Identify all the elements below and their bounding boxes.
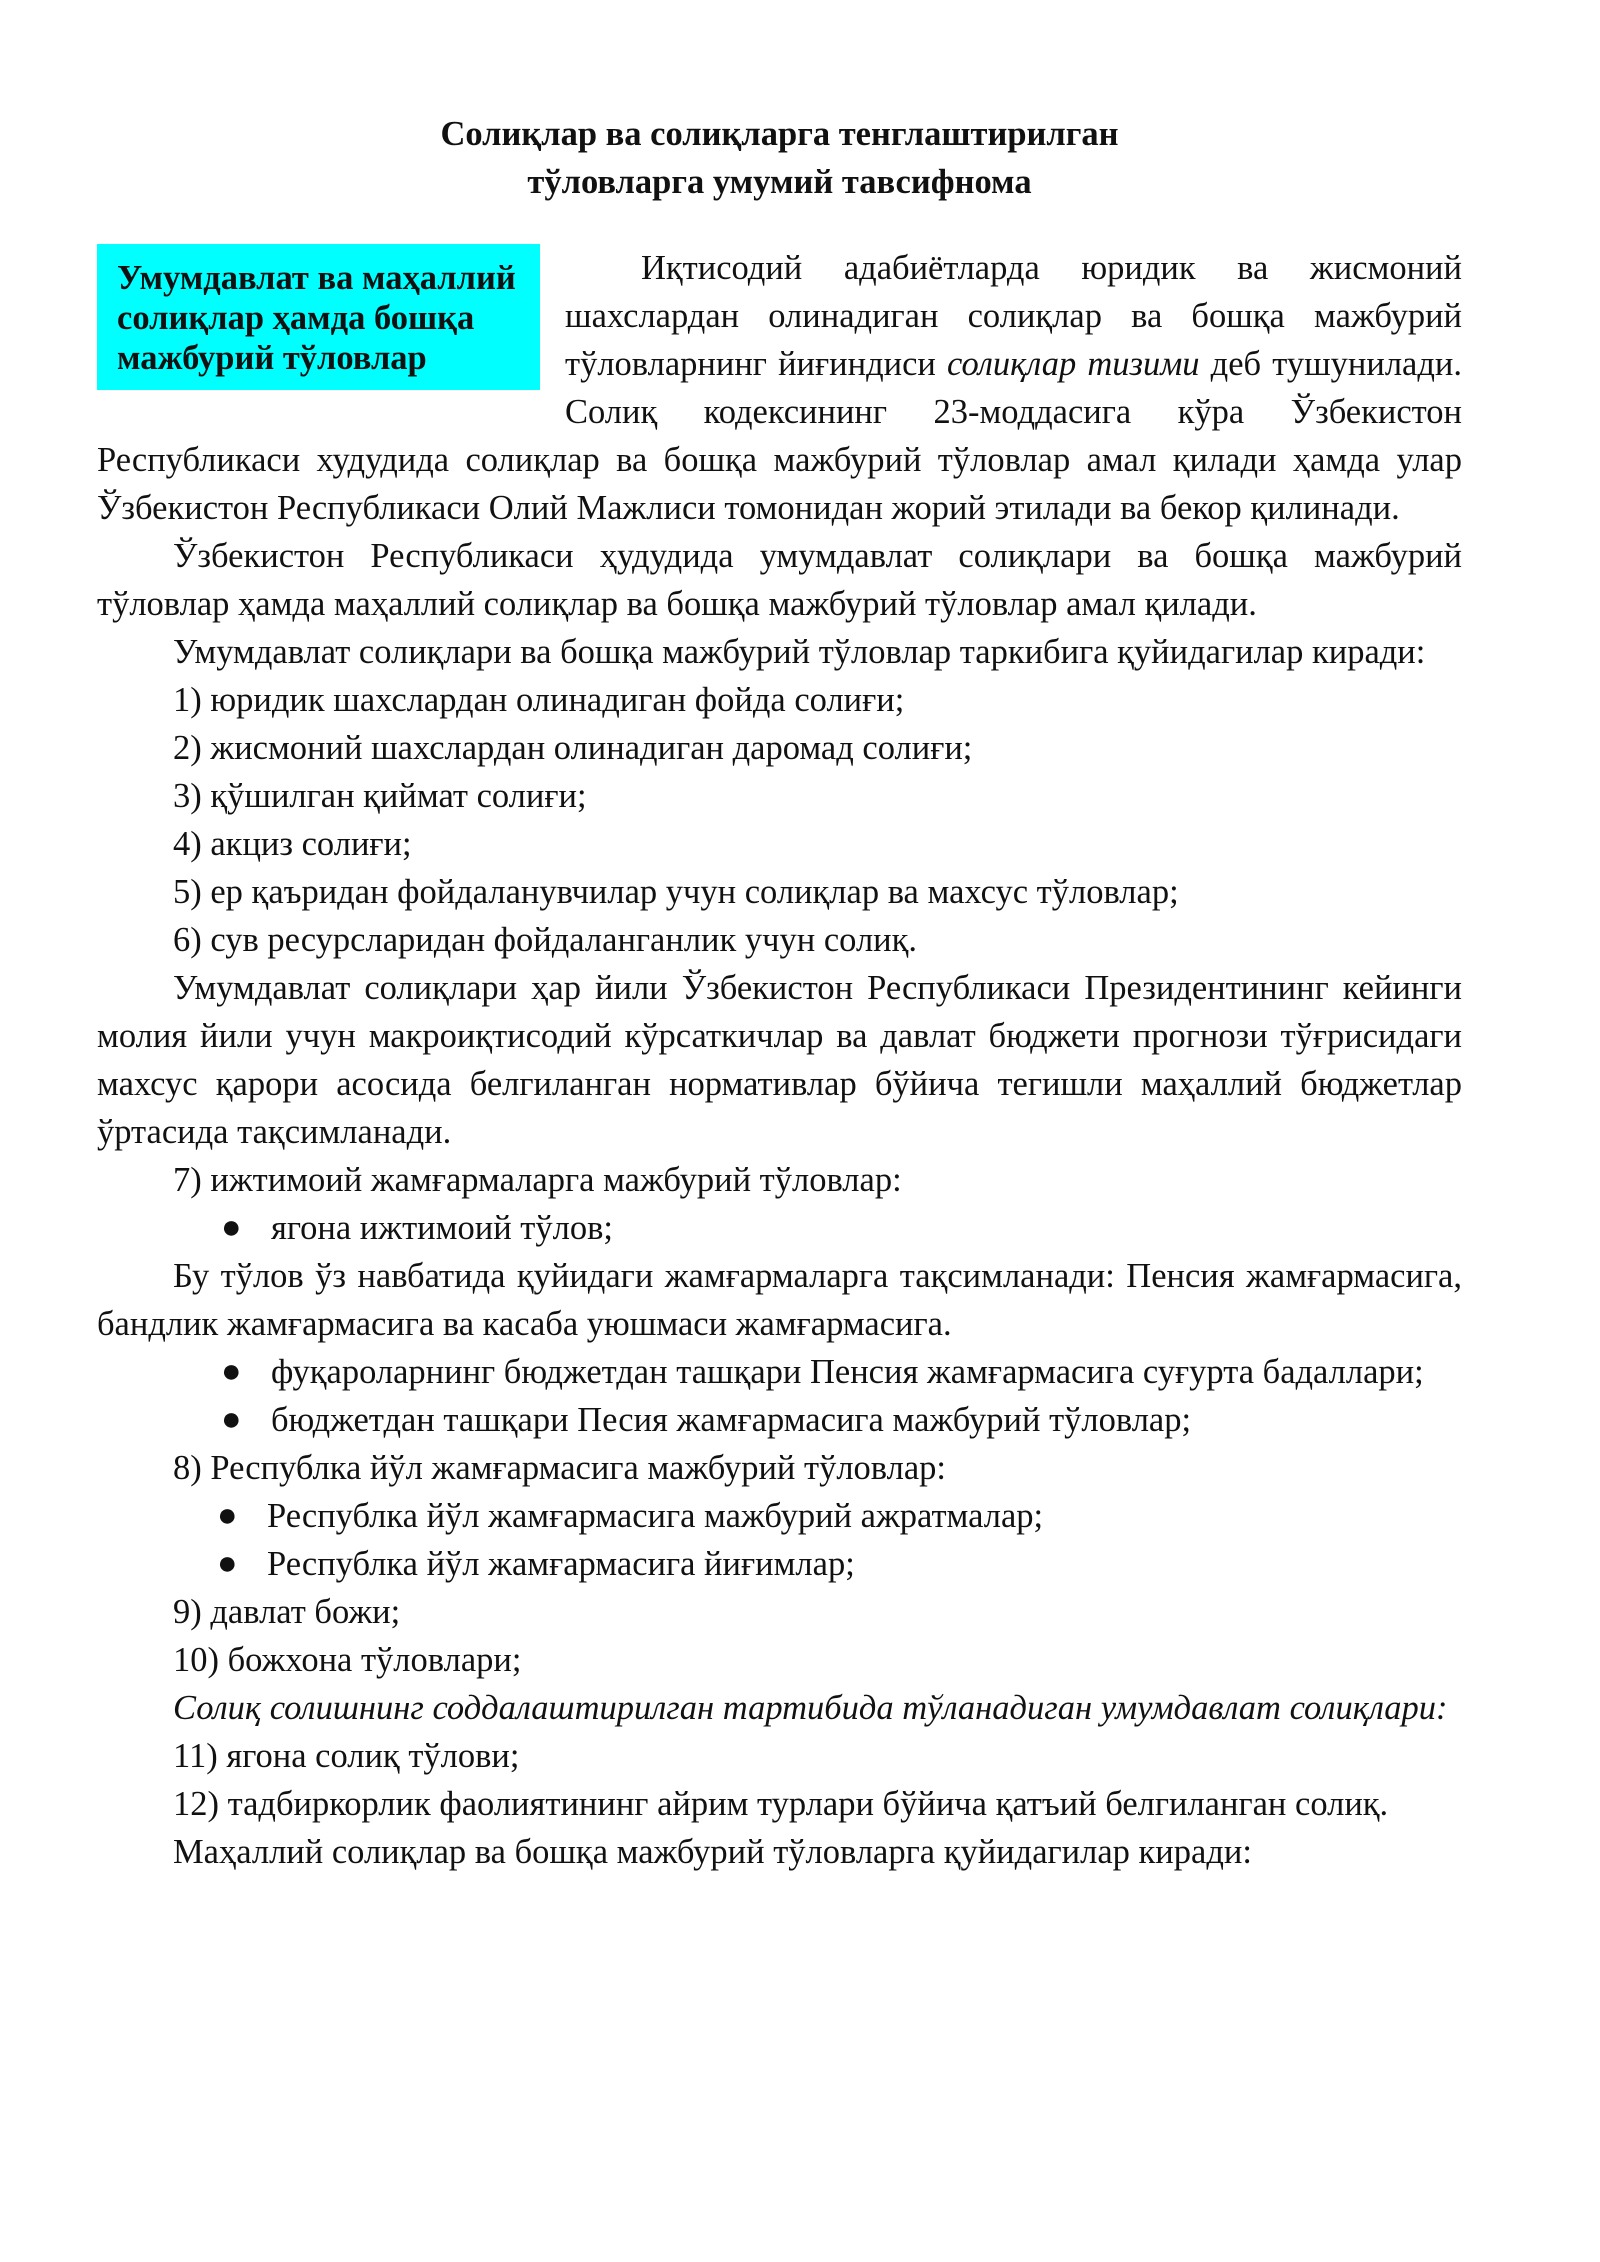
bullet-icon: ● [217,1545,238,1582]
bullet-icon: ● [221,1401,242,1438]
bullet-text: фуқароларнинг бюджетдан ташқари Пенсия жамғармасига суғурта бадаллари; [271,1353,1424,1391]
bullet-item [221,1348,1462,1396]
bullet-text: Республка йўл жамғармасига мажбурий ажратмалар; [267,1497,1044,1535]
list-item-10: 10) божхона тўловлари; [173,1641,522,1679]
italic-subheading: Солиқ солишнинг соддалаштирилган тартибида тўланадиган умумдавлат солиқлари: [173,1689,1448,1727]
intro-term: солиқлар тизими [947,345,1200,383]
list-item-9: 9) давлат божи; [173,1593,401,1631]
bullet-icon: ● [221,1209,242,1246]
paragraph-5: Бу тўлов ўз навбатида қуйидаги жамғармаларга тақсимланади: Пенсия жамғармасига, бандлик жамғармасига ва касаба уюшмаси жамғармасига. [97,1257,1462,1343]
bullet-item [221,1204,1462,1252]
bullet-list-7b [97,1348,1462,1444]
bullet-item [221,1396,1462,1444]
list-item: 5) ер қаъридан фойдаланувчилар учун солиқлар ва махсус тўловлар; [173,873,1179,911]
list-item: 6) сув ресурсларидан фойдаланганлик учун солиқ. [173,921,918,959]
bullet-item [217,1492,1462,1540]
list-item-8: 8) Республка йўл жамғармасига мажбурий тўловлар: [173,1449,946,1487]
intro-text-1: Иқтисодий адабиётларда юридик ва жисмоний шахслардан олинадиган солиқлар ва бошқа мажбурий тўловларнинг йиғиндиси [565,249,1462,383]
paragraph-4: Умумдавлат солиқлари ҳар йили Ўзбекистон Республикаси Президентининг кейинги молия йили учун макроиқтисодий кўрсаткичлар ва давлат бюджети прогнози тўғрисидаги махсус қарори асосида белгиланган нормативлар бўйича тегишли маҳаллий бюджетлар ўртасида тақсимланади. [97,969,1462,1151]
bullet-list-7a [97,1204,1462,1252]
document-page [97,110,1462,1876]
bullet-text: бюджетдан ташқари Песия жамғармасига мажбурий тўловлар; [271,1401,1192,1439]
bullet-icon: ● [217,1497,238,1534]
title-line-2: тўловларга умумий тавсифнома [527,163,1032,201]
highlighted-sidebox: Умумдавлат ва маҳаллий солиқлар ҳамда бошқа мажбурий тўловлар [97,244,540,390]
list-item: 2) жисмоний шахслардан олинадиган даромад солиғи; [173,729,973,767]
list-item-7: 7) ижтимоий жамғармаларга мажбурий тўловлар: [173,1161,902,1199]
tax-list-1 [97,676,1462,964]
list-item: 1) юридик шахслардан олинадиган фойда солиғи; [173,681,905,719]
list-item: 4) акциз солиғи; [173,825,412,863]
document-title [97,110,1462,206]
bullet-item [217,1540,1462,1588]
bullet-icon: ● [221,1353,242,1390]
list-item: 3) қўшилган қиймат солиғи; [173,777,587,815]
bullet-text: Республка йўл жамғармасига йиғимлар; [267,1545,855,1583]
list-item-11: 11) ягона солиқ тўлови; [173,1737,520,1775]
bullet-list-8 [97,1492,1462,1588]
paragraph-2: Ўзбекистон Республикаси ҳудудида умумдавлат солиқлари ва бошқа мажбурий тўловлар ҳамда маҳаллий солиқлар ва бошқа мажбурий тўловлар амал қилади. [97,537,1462,623]
title-line-1: Солиқлар ва солиқларга тенглаштирилган [440,115,1119,153]
bullet-text: ягона ижтимоий тўлов; [271,1209,613,1247]
intro-text-2: деб тушунилади. Солиқ кодексининг 23-моддасига кўра Ўзбекистон Республикаси худудида солиқлар ва бошқа мажбурий тўловлар амал қилади ҳамда улар Ўзбекистон Республикаси Олий Мажлиси томонидан жорий этилади ва бекор қилинади. [97,345,1462,527]
paragraph-3: Умумдавлат солиқлари ва бошқа мажбурий тўловлар таркибига қуйидагилар киради: [173,633,1426,671]
list-item-12: 12) тадбиркорлик фаолиятининг айрим турлари бўйича қатъий белгиланган солиқ. [173,1785,1389,1823]
last-paragraph: Маҳаллий солиқлар ва бошқа мажбурий тўловларга қуйидагилар киради: [173,1833,1252,1871]
